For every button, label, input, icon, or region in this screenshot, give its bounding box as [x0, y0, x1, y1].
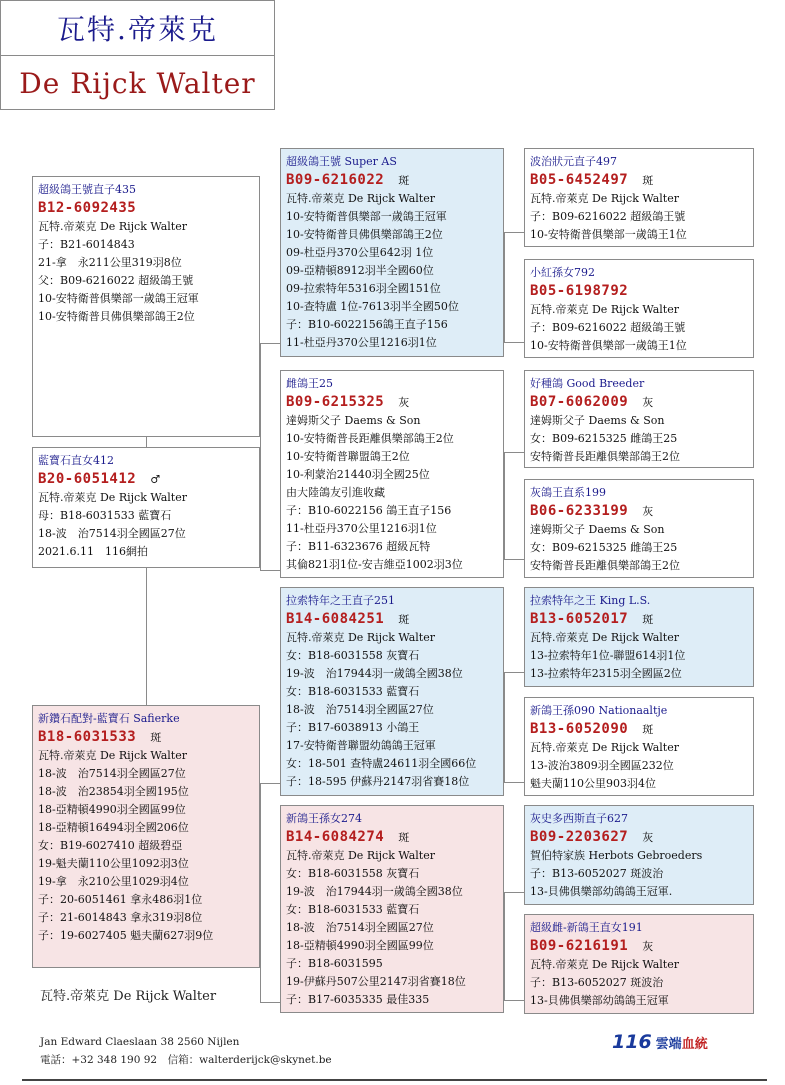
pedigree-line: 10-利蒙治21440羽全國25位: [286, 468, 430, 481]
pedigree-line: 由大陸鴿友引進收藏: [286, 486, 385, 499]
pedigree-line: 13-波治3809羽全國區232位: [530, 759, 674, 772]
pedigree-line: 瓦特.帝萊克 De Rijck Walter: [530, 192, 679, 205]
ring-number-text: B13-6052090: [530, 721, 629, 737]
connector-line: [504, 232, 524, 233]
pedigree-line: 瓦特.帝萊克 De Rijck Walter: [286, 849, 435, 862]
ring-number: [286, 610, 498, 629]
pedigree-line: 子：B09-6216022 超級鴿王號: [530, 210, 686, 223]
pedigree-line: 10-安特衛普俱樂部一歲鴿王冠軍: [38, 292, 199, 305]
pedigree-line: 魁夫蘭110公里903羽4位: [530, 777, 656, 790]
pedigree-line: 10-安特衛普聯盟鴿王2位: [286, 450, 410, 463]
ring-number: [530, 502, 748, 521]
connector-line: [504, 559, 524, 560]
ring-number-text: B14-6084251: [286, 611, 385, 627]
pedigree-line: 子：B13-6052027 斑波治: [530, 976, 664, 989]
ring-number: [530, 393, 748, 412]
pedigree-line: 19-波 治17944羽一歲鴿全國38位: [286, 667, 463, 680]
pedigree-line: 安特衛普長距離俱樂部鴿王2位: [530, 450, 680, 463]
pedigree-line: 18-亞精頓4990羽全國區99位: [286, 939, 434, 952]
pedigree-line: 賀伯特家族 Herbots Gebroeders: [530, 849, 703, 862]
pedigree-box-ggparent-8: [524, 914, 754, 1014]
connector-line: [146, 568, 147, 705]
brand-text-blue: 雲端: [655, 1037, 682, 1052]
ring-number-text: B14-6084274: [286, 829, 385, 845]
pedigree-line: 18-波 治7514羽全國區27位: [38, 767, 186, 780]
connector-line: [146, 437, 147, 447]
plumage-color: 斑: [150, 731, 162, 744]
pedigree-line: 安特衛普長距離俱樂部鴿王2位: [530, 559, 680, 572]
pedigree-line: 子：B21-6014843: [38, 238, 135, 251]
pedigree-header: [0, 0, 275, 110]
pedigree-line: 18-波 治23854羽全國195位: [38, 785, 189, 798]
pedigree-box-ggparent-4: [524, 479, 754, 578]
connector-line: [260, 783, 280, 784]
ring-number: [530, 171, 748, 190]
footer-contact: [40, 1033, 332, 1069]
pedigree-line: 其倫821羽1位-安吉維亞1002羽3位: [286, 558, 463, 571]
ring-number-text: B09-2203627: [530, 829, 629, 845]
pedigree-box-ggparent-2: [524, 259, 754, 358]
pedigree-line: 瓦特.帝萊克 De Rijck Walter: [286, 192, 435, 205]
plumage-color: ♂: [150, 473, 161, 486]
brand-text: [656, 1037, 708, 1052]
ring-number-text: B09-6215325: [286, 394, 385, 410]
pedigree-line: 18-亞精頓16494羽全國206位: [38, 821, 189, 834]
pedigree-line: 瓦特.帝萊克 De Rijck Walter: [38, 749, 187, 762]
plumage-color: 斑: [642, 174, 654, 187]
bird-title: 新鑽石配對-藍寶石 Safierke: [38, 712, 180, 725]
ring-number: [530, 610, 748, 629]
ring-number: [38, 199, 254, 218]
connector-line: [260, 1002, 280, 1003]
pedigree-line: 子：20-6051461 拿永486羽1位: [38, 893, 203, 906]
pedigree-line: 10-安特衛普俱樂部一歲鴿王冠軍: [286, 210, 447, 223]
brand-logo: [612, 1031, 722, 1055]
pedigree-line: 13-貝佛俱樂部幼鴿鴿王冠軍: [530, 994, 669, 1007]
pedigree-line: 10-查特盧 1位-7613羽半全國50位: [286, 300, 459, 313]
pedigree-box-ggparent-7: [524, 805, 754, 905]
connector-line: [504, 892, 524, 893]
owner-name-english: De Rijck Walter: [19, 67, 256, 100]
pedigree-box-granddam-2: [280, 805, 504, 1013]
pedigree-line: 達姆斯父子 Daems & Son: [530, 523, 665, 536]
bird-title: 小紅孫女792: [530, 266, 595, 279]
ring-number: [530, 720, 748, 739]
connector-line: [260, 570, 280, 571]
plumage-color: 灰: [398, 396, 410, 409]
ring-number-text: B07-6062009: [530, 394, 629, 410]
pedigree-line: 子：18-595 伊蘇丹2147羽省賽18位: [286, 775, 470, 788]
ring-number: [530, 828, 748, 847]
pedigree-line: 11-杜亞丹370公里1216羽1位: [286, 522, 437, 535]
plumage-color: 斑: [398, 831, 410, 844]
pedigree-line: 母：B18-6031533 藍寶石: [38, 509, 172, 522]
bird-title: 好種鴿 Good Breeder: [530, 377, 645, 390]
pedigree-line: 13-拉索特年1位-聯盟614羽1位: [530, 649, 686, 662]
pedigree-box-ggparent-3: [524, 370, 754, 468]
pedigree-line: 13-貝佛俱樂部幼鴿鴿王冠軍.: [530, 885, 673, 898]
pedigree-line: 子：B11-6323676 超級瓦特: [286, 540, 431, 553]
connector-line: [260, 343, 280, 344]
pedigree-line: 女：B19-6027410 超級碧亞: [38, 839, 183, 852]
pedigree-line: 子：21-6014843 拿永319羽8位: [38, 911, 203, 924]
pedigree-line: 19-魁夫蘭110公里1092羽3位: [38, 857, 189, 870]
bird-title: 灰史多西斯直子627: [530, 812, 628, 825]
pedigree-line: 達姆斯父子 Daems & Son: [530, 414, 665, 427]
bird-title: 拉索特年之王直子251: [286, 594, 395, 607]
pedigree-line: 18-波 治7514羽全國區27位: [286, 921, 434, 934]
pedigree-line: 10-安特衛普貝佛俱樂部鴿王2位: [286, 228, 443, 241]
pedigree-line: 女：B09-6215325 雌鴿王25: [530, 541, 678, 554]
ring-number-text: B09-6216191: [530, 938, 629, 954]
bird-title: 超級鴿王號直子435: [38, 183, 136, 196]
ring-number-text: B09-6216022: [286, 172, 385, 188]
ring-number-text: B13-6052017: [530, 611, 629, 627]
plumage-color: 斑: [398, 613, 410, 626]
pedigree-line: 子：B13-6052027 斑波治: [530, 867, 664, 880]
owner-signature: 瓦特.帝萊克 De Rijck Walter: [40, 989, 217, 1004]
ring-number: [530, 937, 748, 956]
brand-text-red: 血統: [681, 1037, 708, 1052]
ring-number-text: B06-6233199: [530, 503, 629, 519]
pedigree-line: 達姆斯父子 Daems & Son: [286, 414, 421, 427]
pedigree-line: 子：B17-6035335 最佳335: [286, 993, 430, 1006]
bird-title: 雌鴿王25: [286, 377, 333, 390]
connector-line: [260, 783, 261, 1003]
pedigree-box-grandsire-2: [280, 587, 504, 796]
bird-title: 灰鴿王直系199: [530, 486, 606, 499]
pedigree-line: 子：19-6027405 魁夫蘭627羽9位: [38, 929, 214, 942]
pedigree-line: 女：B18-6031533 藍寶石: [286, 903, 420, 916]
pedigree-line: 女：B18-6031558 灰寶石: [286, 649, 420, 662]
connector-line: [504, 672, 505, 782]
pedigree-line: 18-亞精頓4990羽全國區99位: [38, 803, 186, 816]
pedigree-line: 11-杜亞丹370公里1216羽1位: [286, 336, 437, 349]
plumage-color: 斑: [642, 613, 654, 626]
pedigree-line: 瓦特.帝萊克 De Rijck Walter: [530, 303, 679, 316]
bird-title: 新鴿王孫090 Nationaaltje: [530, 704, 668, 717]
connector-line: [504, 892, 505, 1000]
pedigree-line: 瓦特.帝萊克 De Rijck Walter: [286, 631, 435, 644]
pedigree-line: 子：B10-6022156 鴿王直子156: [286, 504, 452, 517]
bird-title: 波治狀元直子497: [530, 155, 617, 168]
pedigree-line: 10-安特衛普長距離俱樂部鴿王2位: [286, 432, 454, 445]
connector-line: [504, 1000, 524, 1001]
connector-line: [504, 452, 505, 559]
footer-phone-email: 電話：+32 348 190 92 信箱：walterderijck@skynet.be: [40, 1054, 332, 1066]
connector-line: [260, 343, 261, 570]
pedigree-line: 女：B09-6215325 雌鴿王25: [530, 432, 678, 445]
plumage-color: 灰: [642, 396, 654, 409]
pedigree-line: 女：18-501 查特盧24611羽全國66位: [286, 757, 477, 770]
connector-line: [504, 232, 505, 342]
plumage-color: 灰: [642, 940, 654, 953]
bird-title: 超級鴿王號 Super AS: [286, 155, 397, 168]
footer-divider: [22, 1079, 767, 1081]
pedigree-line: 17-安特衛普聯盟幼鴿鴿王冠軍: [286, 739, 436, 752]
bird-title: 新鴿王孫女274: [286, 812, 362, 825]
ring-number: [530, 282, 748, 301]
pedigree-line: 瓦特.帝萊克 De Rijck Walter: [530, 958, 679, 971]
pedigree-line: 父：B09-6216022 超級鴿王號: [38, 274, 194, 287]
ring-number-text: B20-6051412: [38, 471, 137, 487]
pedigree-line: 13-拉索特年2315羽全國區2位: [530, 667, 682, 680]
pedigree-line: 女：B18-6031558 灰寶石: [286, 867, 420, 880]
pedigree-line: 2021.6.11 116網拍: [38, 545, 148, 558]
pedigree-line: 09-亞精頓8912羽半全國60位: [286, 264, 434, 277]
ring-number-text: B12-6092435: [38, 200, 137, 216]
connector-line: [504, 782, 524, 783]
brand-number: 116: [612, 1031, 652, 1053]
pedigree-line: 子：B09-6216022 超級鴿王號: [530, 321, 686, 334]
bird-title: 拉索特年之王 King L.S.: [530, 594, 651, 607]
pedigree-line: 09-拉索特年5316羽全國151位: [286, 282, 441, 295]
pedigree-line: 19-拿 永210公里1029羽4位: [38, 875, 189, 888]
ring-number-text: B05-6198792: [530, 283, 629, 299]
pedigree-line: 21-拿 永211公里319羽8位: [38, 256, 182, 269]
pedigree-line: 瓦特.帝萊克 De Rijck Walter: [530, 631, 679, 644]
plumage-color: 斑: [642, 723, 654, 736]
pedigree-box-subject-bird: [32, 447, 260, 568]
pedigree-box-grandsire-1: [280, 148, 504, 357]
pedigree-line: 18-波 治7514羽全國區27位: [286, 703, 434, 716]
pedigree-line: 19-波 治17944羽一歲鴿全國38位: [286, 885, 463, 898]
pedigree-line: 09-杜亞丹370公里642羽 1位: [286, 246, 434, 259]
ring-number: [286, 171, 498, 190]
pedigree-line: 19-伊蘇丹507公里2147羽省賽18位: [286, 975, 466, 988]
pedigree-line: 子：B18-6031595: [286, 957, 383, 970]
pedigree-box-ggparent-1: [524, 148, 754, 247]
ring-number: [38, 728, 254, 747]
pedigree-line: 子：B10-6022156鴿王直子156: [286, 318, 448, 331]
pedigree-line: 瓦特.帝萊克 De Rijck Walter: [38, 220, 187, 233]
ring-number-text: B18-6031533: [38, 729, 137, 745]
plumage-color: 灰: [642, 505, 654, 518]
pedigree-line: 女：B18-6031533 藍寶石: [286, 685, 420, 698]
bird-title: 超級雌-新鴿王直女191: [530, 921, 643, 934]
bird-title: 藍寶石直女412: [38, 454, 114, 467]
footer-address: Jan Edward Claeslaan 38 2560 Nijlen: [40, 1036, 240, 1048]
connector-line: [504, 672, 524, 673]
pedigree-line: 10-安特衛普貝佛俱樂部鴿王2位: [38, 310, 195, 323]
pedigree-box-ggparent-6: [524, 697, 754, 796]
pedigree-line: 瓦特.帝萊克 De Rijck Walter: [38, 491, 187, 504]
pedigree-line: 18-波 治7514羽全國區27位: [38, 527, 186, 540]
owner-name-chinese: 瓦特.帝萊克: [1, 1, 274, 56]
pedigree-line: 10-安特衛普俱樂部一歲鴿王1位: [530, 228, 687, 241]
connector-line: [504, 342, 524, 343]
pedigree-line: 瓦特.帝萊克 De Rijck Walter: [530, 741, 679, 754]
plumage-color: 灰: [642, 831, 654, 844]
ring-number: [38, 470, 254, 489]
pedigree-box-granddam-1: [280, 370, 504, 578]
pedigree-line: 10-安特衛普俱樂部一歲鴿王1位: [530, 339, 687, 352]
pedigree-box-ggparent-5: [524, 587, 754, 687]
ring-number: [286, 393, 498, 412]
ring-number-text: B05-6452497: [530, 172, 629, 188]
ring-number: [286, 828, 498, 847]
plumage-color: 斑: [398, 174, 410, 187]
pedigree-box-parent-sire: [32, 176, 260, 437]
connector-line: [504, 452, 524, 453]
pedigree-line: 子：B17-6038913 小鴿王: [286, 721, 420, 734]
pedigree-box-parent-dam: [32, 705, 260, 968]
